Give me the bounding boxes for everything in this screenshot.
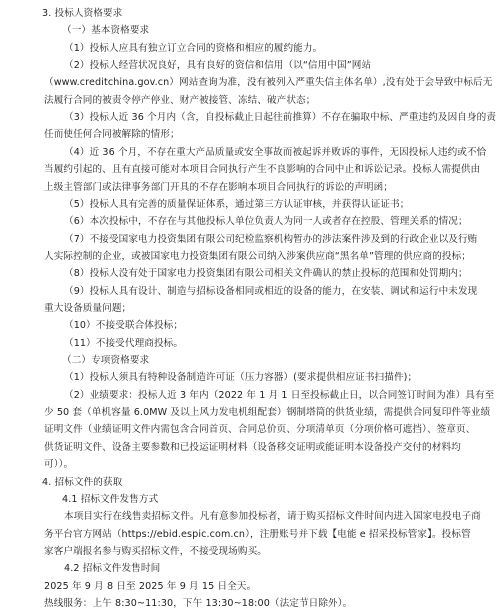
special-item-2-line-1: （2）业绩要求：投标人近 3 年内（2022 年 1 月 1 日至投标截止日，以合同签订时间为准）具有至: [64, 389, 495, 401]
basic-item-7-line-1: （7）不接受国家电力投资集团有限公司纪检监察机构暂办的涉法案件涉及到的行政企业以及行贿: [64, 233, 478, 245]
basic-item-2-line-3: 法履行合同的被责令停产停业、财产被接管、冻结、破产状态；: [44, 94, 316, 106]
section4-2-date: 2025 年 9 月 8 日至 2025 年 9 月 15 日全天。: [44, 580, 257, 592]
section4-2-title: 4.2 招标文件发售时间: [64, 563, 161, 575]
basic-item-10: （10）不接受联合体投标；: [64, 320, 184, 332]
basic-item-2-line-1: （2）投标人经营状况良好，具有良好的资信和信用（以“信用中国”网站: [64, 60, 372, 72]
basic-item-4-line-1: （4）近 36 个月，不存在重大产品质量或安全事故而被起诉并败诉的事件，无因投标人违约或不恰: [64, 146, 487, 158]
basic-item-3-line-2: 任而使任何合同被解除的情形；: [44, 129, 180, 141]
section4-1-line-3: 家客户端报名参与购买招标文件，不接受现场购买。: [44, 545, 267, 557]
section4-1-line-2: 务平台官方网站（https://ebid.espic.com.cn），注册账号并下载【电能 e 招采投标管家】。投标管: [44, 528, 471, 540]
special-item-2-line-2: 少 50 套（单机容量 6.0MW 及以上风力发电机组配套）钢制塔筒的供货业绩，需提供合同复印件等业绩: [44, 407, 491, 419]
basic-item-2-line-2: （www.creditchina.gov.cn）网站查询为准，没有被列入严重失信主体名单）,没有处于会导致中标后无: [44, 77, 493, 89]
basic-item-7-line-2: 人实际控制的企业，或被国家电力投资集团有限公司纳入涉案供应商“黑名单”管理的供应商的投标；: [44, 250, 471, 262]
basic-item-8: （8）投标人没有处于国家电力投资集团有限公司相关文件确认的禁止投标的范围和处罚期内；: [64, 268, 468, 280]
basic-item-4-line-2: 当履约引起的、且有直接可能对本项目合同执行产生不良影响的合同中止和诉讼记录。投标人需提供由: [44, 164, 481, 176]
special-item-1: （1）投标人须具有特种设备制造许可证（压力容器）(要求提供相应证书扫描件)；: [64, 372, 418, 384]
basic-item-3-line-1: （3）投标人近 36 个月内（含，自投标截止日起往前推算）不存在骗取中标、严重违约及因自身的责: [64, 112, 497, 124]
section4-title: 4. 招标文件的获取: [42, 476, 123, 488]
basic-requirements-title: （一）基本资格要求: [62, 25, 150, 37]
basic-item-9-line-2: 重大设备质量问题；: [44, 303, 132, 314]
basic-item-4-line-3: 上级主管部门或法律事务部门开具的不存在影响本项目合同执行的诉讼的声明函；: [44, 181, 393, 193]
section4-1-title: 4.1 招标文件发售方式: [62, 493, 159, 505]
basic-item-5: （5）投标人具有完善的质量保证体系，通过第三方认证审核，并获得认证证书；: [64, 198, 410, 210]
basic-item-11: （11）不接受代理商投标。: [64, 337, 184, 349]
special-item-2-line-3: 证明文件（业绩证明文件内需包含合同首页、合同总价页、分项清单页（分项价格可遮挡）、签章页、: [44, 424, 476, 436]
special-requirements-title: （二）专项资格要求: [62, 355, 150, 367]
basic-item-6: （6）本次投标中，不存在与其他投标人单位负责人为同一人或者存在控股、管理关系的情况；: [64, 216, 468, 228]
basic-item-1: （1）投标人应具有独立订立合同的资格和相应的履约能力。: [64, 42, 323, 54]
special-item-2-line-5: 可））。: [44, 459, 74, 471]
section4-2-hotline: 热线服务：上午 8:30~11:30，下午 13:30~18:00（法定节日除外）。: [44, 598, 353, 609]
special-item-2-line-4: 供货证明文件、设备主要参数和已投运证明材料（设备移交证明或能证明本设备投产交付的材料均: [44, 441, 461, 453]
section3-title: 3. 投标人资格要求: [42, 8, 123, 19]
section4-1-line-1: 本项目实行在线售卖招标文件。凡有意参加投标者，请于购买招标文件时间内进入国家电投电子商: [64, 511, 481, 523]
basic-item-9-line-1: （9）投标人具有设计、制造与招标设备相同或相近的设备的能力，在安装、调试和运行中未发现: [64, 285, 478, 297]
